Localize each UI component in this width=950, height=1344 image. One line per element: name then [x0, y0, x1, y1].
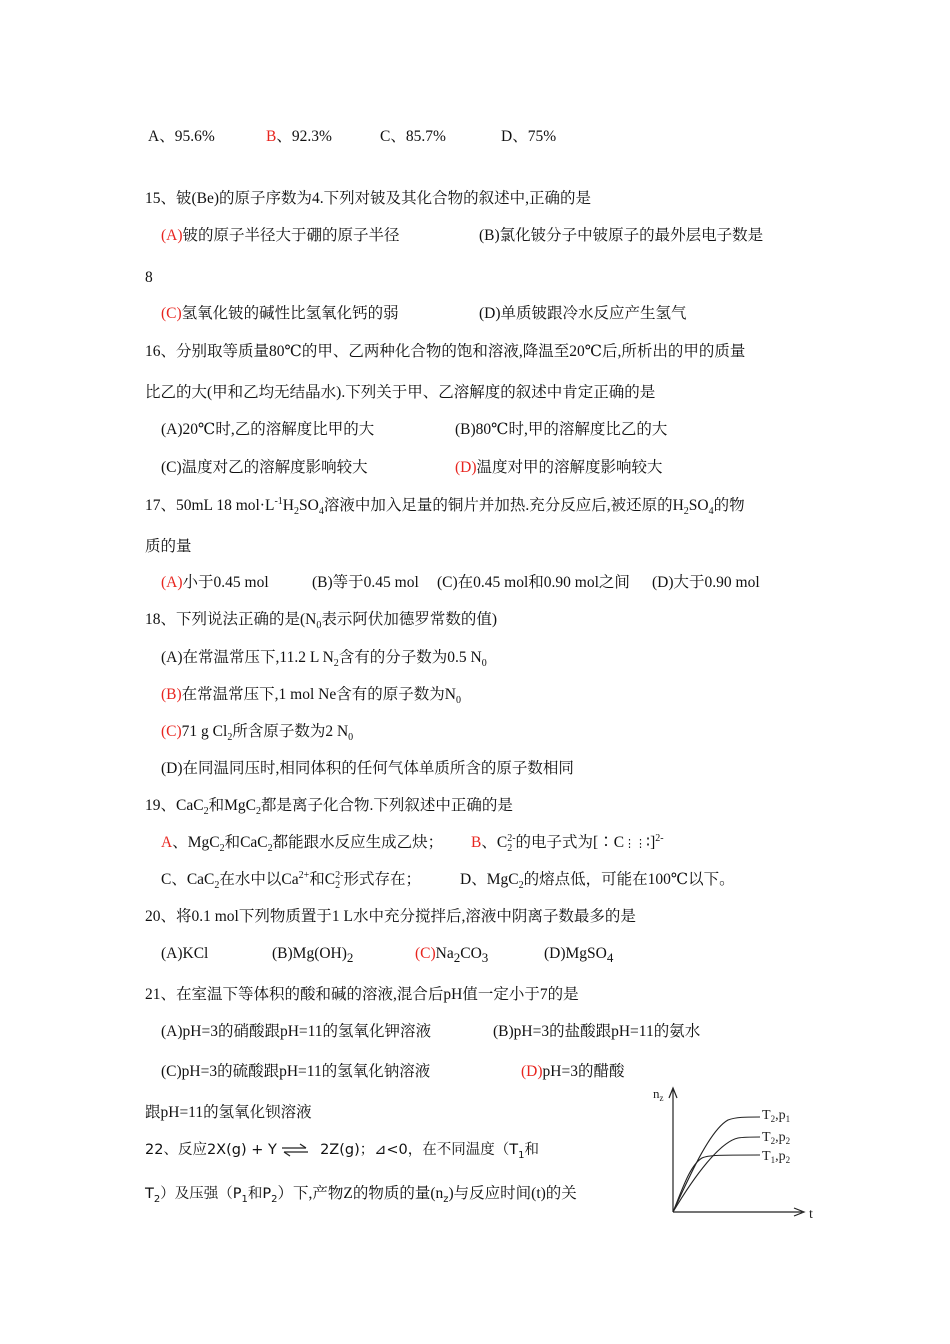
- q15-stem: 15、铍(Be)的原子序数为4.下列对铍及其化合物的叙述中,正确的是: [145, 190, 592, 207]
- q18-option-a: (A)在常温常压下,11.2 L $N_2$含有的分子数为0.5 $N_0$: [161, 649, 487, 670]
- q15-option-b: (B)氯化铍分子中铍原子的最外层电子数是: [479, 227, 764, 244]
- option-a: A、95.6%: [148, 128, 215, 145]
- q20-option-d: (D)MgSO$_4$: [544, 945, 614, 966]
- q17-stem-continued: 质的量: [145, 538, 192, 555]
- curve-label-t2-p1: $T_2,p_1$: [762, 1108, 791, 1124]
- q19-option-b: B、$C_2^{2-}$的电子式为[∶C⋮⋮∶]$^{2-}$: [471, 832, 664, 855]
- q22-stem: 22、反应2X(g) + Y 2Z(g)；⊿<0，在不同温度（$T_1$和: [145, 1142, 540, 1161]
- q19-stem: 19、CaC$_2$和MgC$_2$都是离子化合物.下列叙述中正确的是: [145, 797, 513, 818]
- q18-option-c: (C)71 g $Cl_2$所含原子数为2 $N_0$: [161, 723, 354, 744]
- q21-option-d: (D)pH=3的醋酸: [521, 1063, 625, 1080]
- q17-option-d: (D)大于0.90 mol: [652, 574, 760, 591]
- x-axis-label: t: [809, 1207, 813, 1222]
- option-b: B、92.3%: [266, 128, 332, 145]
- equilibrium-arrow-icon: [281, 1143, 309, 1157]
- q16-stem-continued: 比乙的大(甲和乙均无结晶水).下列关于甲、乙溶解度的叙述中肯定正确的是: [145, 384, 656, 401]
- curve-t2-p2: [673, 1137, 760, 1212]
- q19-option-a: A、MgC$_2$和CaC$_2$都能跟水反应生成乙炔；: [161, 834, 444, 855]
- curve-label-t1-p2: $T_1,p_2$: [762, 1149, 791, 1165]
- q17-stem: 17、50mL 18 $mol\cdot L^{-1}H_2SO_4$溶液中加入足量的铜片并加热.充分反应后,被还原的$H_2SO_4$的物: [145, 495, 745, 518]
- q14-options: [148, 127, 557, 147]
- option-d: D、75%: [501, 128, 557, 145]
- curve-label-t2-p2: $T_2,p_2$: [762, 1130, 791, 1146]
- option-c: C、85.7%: [380, 128, 446, 145]
- q22-graph: [650, 1080, 820, 1230]
- q15-option-a: (A)铍的原子半径大于硼的原子半径: [161, 227, 400, 244]
- q21-option-b: (B)pH=3的盐酸跟pH=11的氨水: [493, 1023, 701, 1040]
- q18-stem: 18、下列说法正确的是($N_0$表示阿伏加德罗常数的值): [145, 611, 498, 632]
- q21-stem: 21、在室温下等体积的酸和碱的溶液,混合后pH值一定小于7的是: [145, 986, 579, 1003]
- q18-option-d: (D)在同温同压时,相同体积的任何气体单质所含的原子数相同: [161, 760, 574, 777]
- q19-option-d: D、MgC$_2$的熔点低，可能在100℃以下。: [460, 871, 735, 892]
- q15-option-c: (C)氢氧化铍的碱性比氢氧化钙的弱: [161, 305, 399, 322]
- q21-option-d-continued: 跟pH=11的氢氧化钡溶液: [145, 1104, 312, 1121]
- q17-option-c: (C)在0.45 mol和0.90 mol之间: [437, 574, 630, 591]
- q15-option-b-continued: 8: [145, 269, 153, 286]
- q19-option-c: C、CaC$_2$在水中以$Ca^{2+}$和$C_2^{2-}$形式存在；: [161, 869, 421, 892]
- q21-option-a: (A)pH=3的硝酸跟pH=11的氢氧化钾溶液: [161, 1023, 432, 1040]
- q20-stem: 20、将0.1 mol下列物质置于1 L水中充分搅拌后,溶液中阴离子数最多的是: [145, 908, 636, 925]
- q20-option-a: (A)KCl: [161, 945, 209, 962]
- q16-stem: 16、分别取等质量80℃的甲、乙两种化合物的饱和溶液,降温至20℃后,所析出的甲的质量: [145, 343, 746, 360]
- q17-option-a: (A)小于0.45 mol: [161, 574, 269, 591]
- q16-option-c: (C)温度对乙的溶解度影响较大: [161, 459, 368, 476]
- q20-option-b: $(B)Mg(OH)_2$: [272, 945, 354, 966]
- q18-option-b: (B)在常温常压下,1 mol Ne含有的原子数为$N_0$: [161, 686, 461, 707]
- q21-option-c: (C)pH=3的硫酸跟pH=11的氢氧化钠溶液: [161, 1063, 431, 1080]
- q20-option-c: $(C)Na_2CO_3$: [415, 945, 489, 966]
- q16-option-b: (B)80℃时,甲的溶解度比乙的大: [455, 421, 668, 438]
- q16-option-a: (A)20℃时,乙的溶解度比甲的大: [161, 421, 375, 438]
- curve-t2-p1: [673, 1117, 760, 1212]
- q16-option-d: (D)温度对甲的溶解度影响较大: [455, 459, 663, 476]
- q15-option-d: (D)单质铍跟冷水反应产生氢气: [479, 305, 687, 322]
- q17-option-b: (B)等于0.45 mol: [312, 574, 419, 591]
- y-axis-label: $n_z$: [653, 1086, 664, 1103]
- q22-stem-line2: $T_2$）及压强（$P_1$和$P_2$）下,产物Z的物质的量$(n_z)$与反应时间(t)的关: [145, 1185, 577, 1205]
